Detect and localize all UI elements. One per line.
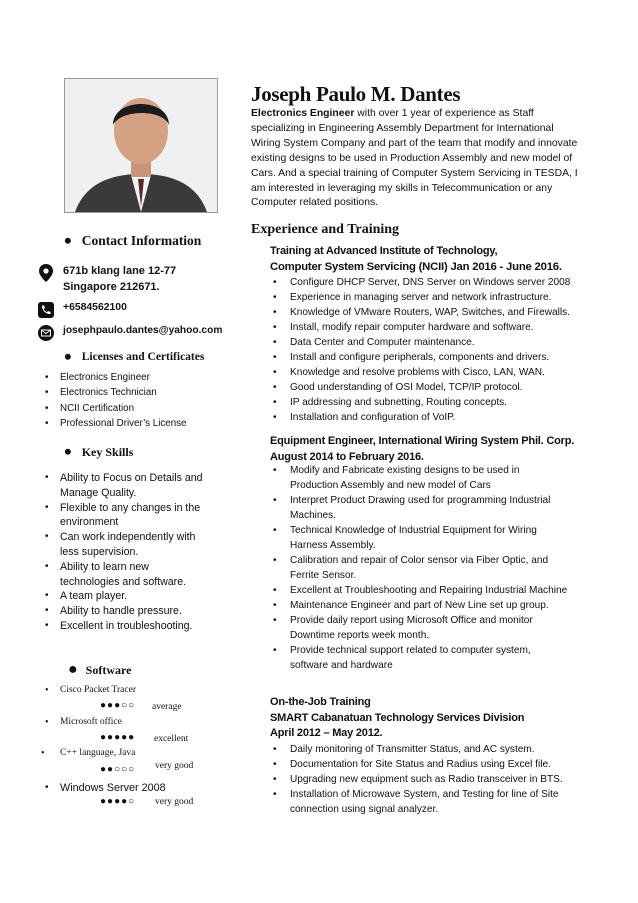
software-name: • C++ language, Java: [38, 748, 135, 758]
list-item: • Calibration and repair of Color sensor via Fiber Optic, and Ferrite Sensor.: [270, 553, 570, 583]
list-item: • Installation of Microwave System, and Testing for line of Site connection using signal analyzer.: [270, 787, 590, 817]
rating-level: excellent: [154, 734, 189, 744]
location-pin-icon: [38, 264, 54, 282]
licenses-heading: • Licenses and Certificates: [64, 344, 205, 369]
list-item: • Upgrading new equipment such as Radio transceiver in BTS.: [270, 772, 590, 787]
list-item: • Documentation for Site Status and Radius using Excel file.: [270, 757, 590, 772]
list-item: • Install, modify repair computer hardware and software.: [270, 320, 590, 335]
job-bullets: [270, 463, 570, 673]
job-title: Equipment Engineer, International Wiring System Phil. Corp. August 2014 to February 2016.: [270, 435, 575, 463]
software-name: • Windows Server 2008: [42, 782, 166, 794]
list-item: • Good understanding of OSI Model, TCP/IP protocol.: [270, 380, 590, 395]
list-item: • Electronics Technician: [42, 385, 187, 400]
candidate-name: Joseph Paulo M. Dantes: [251, 82, 461, 106]
skills-list: [60, 471, 210, 634]
list-item: • Excellent in troubleshooting.: [42, 619, 210, 634]
list-item: • Electronics Engineer: [42, 370, 187, 385]
rating-dots: ●●○○○: [100, 764, 136, 775]
list-item: • Ability to learn new technologies and software.: [42, 560, 210, 590]
phone-icon: [38, 302, 54, 318]
job-bullets: [270, 275, 590, 425]
list-item: • Can work independently with less supervision.: [42, 530, 210, 560]
contact-heading: • Contact Information: [64, 228, 202, 253]
list-item: • Provide technical support related to computer system, software and hardware: [270, 643, 570, 673]
envelope-icon: [38, 325, 54, 341]
phone-number[interactable]: +6584562100: [63, 302, 127, 313]
list-item: • Flexible to any changes in the environment: [42, 501, 210, 531]
address-line-1: 671b klang lane 12-77: [63, 265, 177, 277]
job-title: Training at Advanced Institute of Technology, Computer System Servicing (NCII) Jan 2016 - June 2016.: [270, 245, 562, 273]
list-item: • Maintenance Engineer and part of New Line set up group.: [270, 598, 570, 613]
list-item: • Daily monitoring of Transmitter Status, and AC system.: [270, 742, 590, 757]
list-item: • Interpret Product Drawing used for programming Industrial Machines.: [270, 493, 570, 523]
summary-paragraph: [251, 107, 581, 211]
software-item: [60, 782, 166, 794]
email-address[interactable]: josephpaulo.dantes@yahoo.com: [63, 325, 223, 336]
summary-bold: Electronics Engineer: [251, 108, 355, 119]
job-bullets: [270, 742, 590, 817]
list-item: • Modify and Fabricate existing designs to be used in Production Assembly and new model of Cars: [270, 463, 570, 493]
address-row: [38, 264, 176, 295]
phone-row: [38, 302, 127, 318]
profile-photo: [64, 78, 218, 213]
list-item: • Ability to handle pressure.: [42, 604, 210, 619]
list-item: • IP addressing and subnetting, Routing concepts.: [270, 395, 590, 410]
software-item: [60, 748, 135, 758]
person-portrait-icon: [65, 79, 217, 212]
rating-level: very good: [155, 761, 194, 771]
rating-dots: ●●●●○: [100, 796, 136, 807]
software-item: [60, 717, 122, 727]
list-item: • A team player.: [42, 589, 210, 604]
list-item: • Ability to Focus on Details and Manage Quality.: [42, 471, 210, 501]
list-item: • Configure DHCP Server, DNS Server on Windows server 2008: [270, 275, 590, 290]
list-item: • Excellent at Troubleshooting and Repairing Industrial Machine: [270, 583, 570, 598]
rating-level: very good: [155, 797, 194, 807]
list-item: • Knowledge of VMware Routers, WAP, Switches, and Firewalls.: [270, 305, 590, 320]
list-item: • Knowledge and resolve problems with Cisco, LAN, WAN.: [270, 365, 590, 380]
skills-heading: • Key Skills: [64, 439, 134, 464]
software-item: [60, 685, 136, 695]
software-heading: ● Software: [68, 661, 132, 678]
rating-dots: ●●●○○: [100, 700, 136, 711]
list-item: • NCII Certification: [42, 401, 187, 416]
list-item: • Data Center and Computer maintenance.: [270, 335, 590, 350]
software-name: • Cisco Packet Tracer: [42, 685, 136, 695]
summary-text: with over 1 year of experience as Staff specializing in Engineering Assembly Department for International Wiring System Company and part of the team that modify and innovate existing designs to be used in Production Assembly and new model of Cars. And a special training of Computer System Servicing in TESDA, I am interested in leveraging my skills in Telecommunication or any Computer related positions.: [251, 108, 578, 209]
list-item: • Provide daily report using Microsoft Office and monitor Downtime reports week month.: [270, 613, 570, 643]
list-item: • Installation and configuration of VoIP.: [270, 410, 590, 425]
rating-level: average: [152, 702, 182, 712]
software-name: • Microsoft office: [42, 717, 122, 727]
list-item: • Experience in managing server and network infrastructure.: [270, 290, 590, 305]
list-item: • Technical Knowledge of Industrial Equipment for Wiring Harness Assembly.: [270, 523, 570, 553]
email-row: [38, 325, 222, 341]
address-line-2: Singapore 212671.: [63, 280, 160, 293]
licenses-list: [60, 370, 187, 432]
experience-heading: Experience and Training: [251, 222, 400, 237]
list-item: • Professional Driver’s License: [42, 416, 187, 431]
job-title: On-the-Job Training SMART Cabanatuan Technology Services Division April 2012 – May 2012.: [270, 696, 525, 739]
list-item: • Install and configure peripherals, components and drivers.: [270, 350, 590, 365]
rating-dots: ●●●●●: [100, 732, 136, 743]
